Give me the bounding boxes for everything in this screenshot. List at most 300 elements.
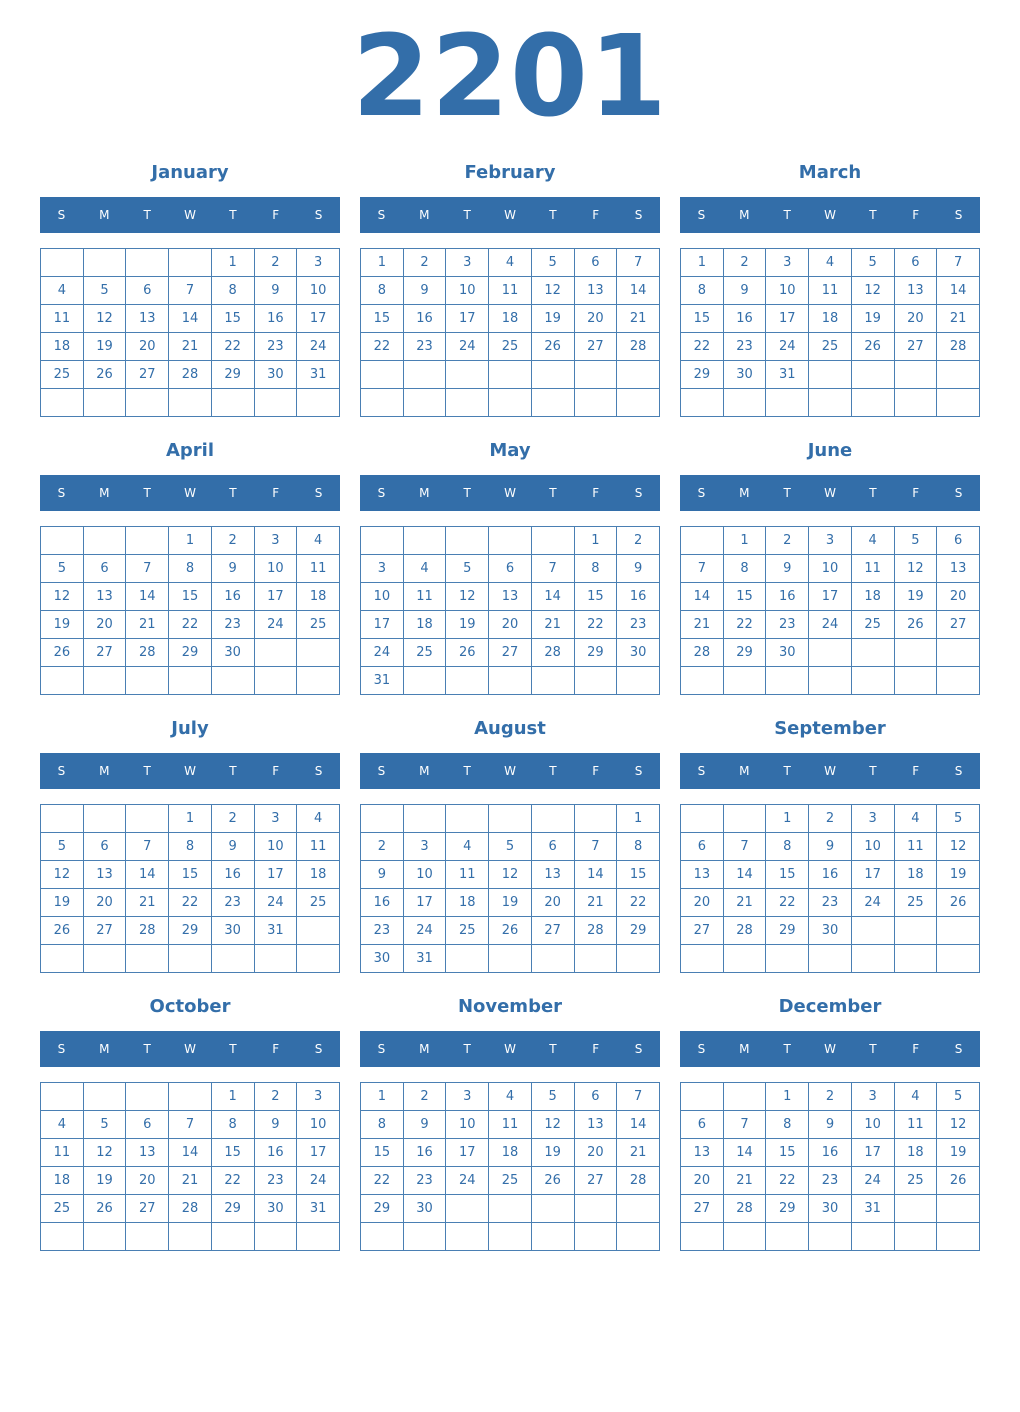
empty-cell bbox=[531, 1195, 574, 1223]
empty-cell bbox=[574, 1195, 617, 1223]
weekday-label: T bbox=[549, 1042, 557, 1056]
empty-cell bbox=[574, 805, 617, 833]
empty-cell bbox=[446, 667, 489, 695]
day-cell: 29 bbox=[169, 917, 212, 945]
day-cell: 23 bbox=[254, 1167, 297, 1195]
week-row bbox=[681, 389, 980, 417]
day-cell: 13 bbox=[574, 277, 617, 305]
week-row bbox=[681, 1195, 980, 1223]
empty-cell bbox=[403, 805, 446, 833]
week-row bbox=[361, 1167, 660, 1195]
day-cell: 26 bbox=[894, 611, 937, 639]
day-cell: 23 bbox=[809, 1167, 852, 1195]
weekday-header bbox=[680, 197, 980, 233]
empty-cell bbox=[297, 1223, 340, 1251]
month-name: June bbox=[807, 440, 853, 461]
empty-cell bbox=[361, 361, 404, 389]
day-cell: 28 bbox=[617, 333, 660, 361]
day-cell: 15 bbox=[361, 1139, 404, 1167]
day-cell: 9 bbox=[361, 861, 404, 889]
empty-cell bbox=[41, 1083, 84, 1111]
month-august bbox=[360, 712, 660, 982]
empty-cell bbox=[574, 361, 617, 389]
week-row bbox=[681, 333, 980, 361]
day-cell: 3 bbox=[446, 249, 489, 277]
empty-cell bbox=[83, 249, 126, 277]
day-cell: 21 bbox=[531, 611, 574, 639]
weekday-label: T bbox=[463, 1042, 471, 1056]
day-cell: 21 bbox=[617, 305, 660, 333]
empty-cell bbox=[489, 1195, 532, 1223]
day-cell: 30 bbox=[766, 639, 809, 667]
day-cell: 23 bbox=[211, 889, 254, 917]
day-cell: 19 bbox=[937, 1139, 980, 1167]
month-june bbox=[680, 434, 980, 704]
month-name: January bbox=[151, 162, 229, 183]
day-cell: 2 bbox=[254, 1083, 297, 1111]
day-cell: 17 bbox=[851, 861, 894, 889]
day-cell: 16 bbox=[723, 305, 766, 333]
day-cell: 6 bbox=[681, 833, 724, 861]
day-cell: 15 bbox=[211, 305, 254, 333]
day-cell: 26 bbox=[531, 1167, 574, 1195]
day-cell: 8 bbox=[361, 1111, 404, 1139]
day-cell: 4 bbox=[894, 805, 937, 833]
day-cell: 27 bbox=[531, 917, 574, 945]
day-cell: 28 bbox=[531, 639, 574, 667]
week-row bbox=[361, 1195, 660, 1223]
day-cell: 17 bbox=[851, 1139, 894, 1167]
empty-cell bbox=[723, 945, 766, 973]
weekday-label: T bbox=[463, 764, 471, 778]
weekday-label: W bbox=[504, 208, 516, 222]
day-cell: 25 bbox=[894, 1167, 937, 1195]
weekday-label: T bbox=[869, 208, 877, 222]
weekday-label: S bbox=[697, 1042, 706, 1056]
day-cell: 29 bbox=[617, 917, 660, 945]
empty-cell bbox=[851, 389, 894, 417]
month-april bbox=[40, 434, 340, 704]
day-cell: 26 bbox=[83, 361, 126, 389]
day-cell: 4 bbox=[297, 527, 340, 555]
day-cell: 15 bbox=[169, 861, 212, 889]
week-row bbox=[41, 333, 340, 361]
weekday-label: M bbox=[739, 486, 750, 500]
day-cell: 1 bbox=[574, 527, 617, 555]
month-name: October bbox=[149, 996, 231, 1017]
day-cell: 4 bbox=[489, 249, 532, 277]
empty-cell bbox=[254, 945, 297, 973]
week-row bbox=[361, 333, 660, 361]
weekday-label: W bbox=[824, 1042, 836, 1056]
day-cell: 24 bbox=[361, 639, 404, 667]
week-row bbox=[681, 555, 980, 583]
empty-cell bbox=[83, 945, 126, 973]
empty-cell bbox=[169, 667, 212, 695]
day-cell: 22 bbox=[766, 1167, 809, 1195]
day-cell: 4 bbox=[403, 555, 446, 583]
weekday-label: M bbox=[419, 486, 430, 500]
week-row bbox=[361, 1139, 660, 1167]
empty-cell bbox=[126, 249, 169, 277]
empty-cell bbox=[446, 361, 489, 389]
empty-cell bbox=[531, 805, 574, 833]
day-cell: 23 bbox=[361, 917, 404, 945]
month-name: August bbox=[474, 718, 546, 739]
day-grid bbox=[680, 804, 980, 973]
month-january bbox=[40, 156, 340, 426]
weekday-label: S bbox=[634, 1042, 643, 1056]
day-cell: 22 bbox=[211, 1167, 254, 1195]
week-row bbox=[361, 945, 660, 973]
day-cell: 10 bbox=[446, 277, 489, 305]
empty-cell bbox=[403, 667, 446, 695]
day-cell: 17 bbox=[361, 611, 404, 639]
day-cell: 29 bbox=[211, 361, 254, 389]
day-cell: 20 bbox=[574, 1139, 617, 1167]
empty-cell bbox=[361, 527, 404, 555]
week-row bbox=[361, 389, 660, 417]
week-row bbox=[681, 1083, 980, 1111]
day-cell: 24 bbox=[254, 611, 297, 639]
day-cell: 14 bbox=[617, 277, 660, 305]
day-cell: 11 bbox=[297, 833, 340, 861]
week-row bbox=[41, 389, 340, 417]
empty-cell bbox=[531, 389, 574, 417]
empty-cell bbox=[41, 805, 84, 833]
empty-cell bbox=[446, 389, 489, 417]
empty-cell bbox=[617, 945, 660, 973]
day-cell: 3 bbox=[403, 833, 446, 861]
weekday-label: T bbox=[143, 764, 151, 778]
empty-cell bbox=[617, 667, 660, 695]
day-cell: 31 bbox=[254, 917, 297, 945]
day-cell: 1 bbox=[766, 1083, 809, 1111]
empty-cell bbox=[894, 917, 937, 945]
month-name: February bbox=[464, 162, 556, 183]
empty-cell bbox=[126, 805, 169, 833]
empty-cell bbox=[851, 667, 894, 695]
weekday-label: T bbox=[783, 486, 791, 500]
weekday-label: T bbox=[229, 1042, 237, 1056]
week-row bbox=[681, 861, 980, 889]
day-cell: 23 bbox=[723, 333, 766, 361]
day-cell: 10 bbox=[851, 833, 894, 861]
day-cell: 13 bbox=[126, 1139, 169, 1167]
day-cell: 26 bbox=[851, 333, 894, 361]
weekday-label: T bbox=[869, 1042, 877, 1056]
week-row bbox=[361, 277, 660, 305]
weekday-label: T bbox=[783, 1042, 791, 1056]
week-row bbox=[681, 277, 980, 305]
weekday-label: S bbox=[954, 764, 963, 778]
day-cell: 7 bbox=[937, 249, 980, 277]
day-cell: 1 bbox=[617, 805, 660, 833]
day-cell: 16 bbox=[809, 861, 852, 889]
weekday-label: S bbox=[634, 764, 643, 778]
empty-cell bbox=[809, 389, 852, 417]
day-cell: 31 bbox=[851, 1195, 894, 1223]
day-cell: 31 bbox=[403, 945, 446, 973]
weekday-label: T bbox=[783, 764, 791, 778]
day-cell: 11 bbox=[446, 861, 489, 889]
day-cell: 9 bbox=[723, 277, 766, 305]
weekday-label: F bbox=[912, 764, 920, 778]
day-cell: 3 bbox=[297, 1083, 340, 1111]
day-cell: 17 bbox=[403, 889, 446, 917]
day-cell: 3 bbox=[297, 249, 340, 277]
day-grid bbox=[360, 248, 660, 417]
day-cell: 7 bbox=[723, 1111, 766, 1139]
day-cell: 2 bbox=[809, 1083, 852, 1111]
day-cell: 3 bbox=[361, 555, 404, 583]
day-cell: 21 bbox=[169, 333, 212, 361]
day-cell: 12 bbox=[851, 277, 894, 305]
empty-cell bbox=[126, 945, 169, 973]
day-cell: 17 bbox=[297, 305, 340, 333]
day-cell: 28 bbox=[937, 333, 980, 361]
month-july bbox=[40, 712, 340, 982]
day-cell: 18 bbox=[41, 333, 84, 361]
day-cell: 1 bbox=[211, 1083, 254, 1111]
day-cell: 23 bbox=[211, 611, 254, 639]
day-cell: 25 bbox=[41, 1195, 84, 1223]
empty-cell bbox=[531, 527, 574, 555]
empty-cell bbox=[809, 361, 852, 389]
weekday-label: M bbox=[739, 764, 750, 778]
day-cell: 2 bbox=[211, 805, 254, 833]
weekday-label: F bbox=[272, 208, 280, 222]
day-cell: 17 bbox=[446, 1139, 489, 1167]
day-cell: 8 bbox=[766, 833, 809, 861]
week-row bbox=[681, 1167, 980, 1195]
day-cell: 19 bbox=[937, 861, 980, 889]
day-cell: 17 bbox=[254, 861, 297, 889]
day-cell: 30 bbox=[254, 361, 297, 389]
weekday-label: M bbox=[419, 1042, 430, 1056]
day-cell: 15 bbox=[211, 1139, 254, 1167]
day-cell: 6 bbox=[83, 833, 126, 861]
day-cell: 29 bbox=[723, 639, 766, 667]
day-cell: 6 bbox=[126, 277, 169, 305]
year-title: 2201 bbox=[352, 12, 668, 142]
empty-cell bbox=[851, 361, 894, 389]
day-cell: 29 bbox=[766, 1195, 809, 1223]
day-cell: 23 bbox=[766, 611, 809, 639]
day-cell: 16 bbox=[403, 305, 446, 333]
weekday-label: T bbox=[463, 486, 471, 500]
day-cell: 8 bbox=[681, 277, 724, 305]
day-cell: 25 bbox=[894, 889, 937, 917]
day-cell: 24 bbox=[809, 611, 852, 639]
day-cell: 24 bbox=[446, 1167, 489, 1195]
week-row bbox=[361, 1223, 660, 1251]
day-cell: 3 bbox=[446, 1083, 489, 1111]
empty-cell bbox=[403, 527, 446, 555]
day-cell: 20 bbox=[489, 611, 532, 639]
weekday-label: S bbox=[697, 486, 706, 500]
weekday-label: S bbox=[634, 486, 643, 500]
day-cell: 25 bbox=[446, 917, 489, 945]
weekday-label: S bbox=[377, 1042, 386, 1056]
empty-cell bbox=[894, 945, 937, 973]
day-cell: 23 bbox=[809, 889, 852, 917]
day-cell: 24 bbox=[851, 1167, 894, 1195]
day-cell: 24 bbox=[851, 889, 894, 917]
day-cell: 11 bbox=[894, 833, 937, 861]
empty-cell bbox=[937, 917, 980, 945]
week-row bbox=[41, 611, 340, 639]
empty-cell bbox=[489, 945, 532, 973]
day-cell: 20 bbox=[83, 889, 126, 917]
weekday-label: S bbox=[314, 486, 323, 500]
empty-cell bbox=[851, 639, 894, 667]
day-cell: 13 bbox=[126, 305, 169, 333]
day-cell: 16 bbox=[254, 1139, 297, 1167]
day-cell: 31 bbox=[297, 1195, 340, 1223]
day-cell: 8 bbox=[766, 1111, 809, 1139]
weekday-label: S bbox=[634, 208, 643, 222]
day-cell: 18 bbox=[809, 305, 852, 333]
empty-cell bbox=[851, 917, 894, 945]
day-cell: 8 bbox=[723, 555, 766, 583]
empty-cell bbox=[169, 1083, 212, 1111]
weekday-header bbox=[360, 475, 660, 511]
day-cell: 11 bbox=[41, 305, 84, 333]
weekday-label: W bbox=[184, 208, 196, 222]
empty-cell bbox=[169, 945, 212, 973]
day-cell: 6 bbox=[83, 555, 126, 583]
empty-cell bbox=[681, 805, 724, 833]
empty-cell bbox=[211, 667, 254, 695]
day-cell: 6 bbox=[681, 1111, 724, 1139]
week-row bbox=[681, 249, 980, 277]
empty-cell bbox=[297, 917, 340, 945]
day-cell: 29 bbox=[574, 639, 617, 667]
day-cell: 9 bbox=[254, 277, 297, 305]
weekday-label: S bbox=[57, 486, 66, 500]
day-cell: 27 bbox=[126, 361, 169, 389]
day-cell: 13 bbox=[531, 861, 574, 889]
month-december bbox=[680, 990, 980, 1260]
month-may bbox=[360, 434, 660, 704]
empty-cell bbox=[574, 1223, 617, 1251]
day-cell: 28 bbox=[574, 917, 617, 945]
day-cell: 15 bbox=[766, 1139, 809, 1167]
empty-cell bbox=[723, 389, 766, 417]
weekday-label: S bbox=[57, 208, 66, 222]
empty-cell bbox=[83, 1223, 126, 1251]
weekday-label: W bbox=[824, 208, 836, 222]
day-cell: 26 bbox=[937, 1167, 980, 1195]
day-cell: 11 bbox=[489, 1111, 532, 1139]
weekday-label: T bbox=[549, 208, 557, 222]
day-cell: 8 bbox=[361, 277, 404, 305]
week-row bbox=[41, 833, 340, 861]
day-cell: 22 bbox=[766, 889, 809, 917]
empty-cell bbox=[809, 1223, 852, 1251]
day-cell: 15 bbox=[169, 583, 212, 611]
day-cell: 25 bbox=[809, 333, 852, 361]
empty-cell bbox=[531, 361, 574, 389]
empty-cell bbox=[681, 1083, 724, 1111]
day-cell: 13 bbox=[83, 583, 126, 611]
empty-cell bbox=[403, 361, 446, 389]
day-cell: 12 bbox=[531, 1111, 574, 1139]
empty-cell bbox=[766, 667, 809, 695]
day-cell: 22 bbox=[723, 611, 766, 639]
weekday-label: W bbox=[504, 486, 516, 500]
week-row bbox=[41, 249, 340, 277]
empty-cell bbox=[574, 945, 617, 973]
week-row bbox=[41, 917, 340, 945]
empty-cell bbox=[41, 1223, 84, 1251]
week-row bbox=[41, 805, 340, 833]
day-cell: 1 bbox=[766, 805, 809, 833]
day-cell: 15 bbox=[617, 861, 660, 889]
week-row bbox=[681, 945, 980, 973]
empty-cell bbox=[403, 1223, 446, 1251]
day-cell: 10 bbox=[297, 1111, 340, 1139]
day-cell: 17 bbox=[297, 1139, 340, 1167]
day-cell: 4 bbox=[41, 277, 84, 305]
day-cell: 7 bbox=[126, 555, 169, 583]
day-cell: 6 bbox=[531, 833, 574, 861]
day-cell: 19 bbox=[41, 611, 84, 639]
day-cell: 2 bbox=[809, 805, 852, 833]
day-cell: 6 bbox=[574, 249, 617, 277]
day-grid bbox=[360, 526, 660, 695]
weekday-header bbox=[360, 1031, 660, 1067]
empty-cell bbox=[211, 1223, 254, 1251]
empty-cell bbox=[297, 945, 340, 973]
empty-cell bbox=[894, 361, 937, 389]
day-cell: 12 bbox=[937, 1111, 980, 1139]
day-cell: 11 bbox=[851, 555, 894, 583]
empty-cell bbox=[531, 1223, 574, 1251]
empty-cell bbox=[809, 945, 852, 973]
week-row bbox=[361, 583, 660, 611]
day-grid bbox=[40, 248, 340, 417]
weekday-label: W bbox=[184, 1042, 196, 1056]
empty-cell bbox=[489, 667, 532, 695]
week-row bbox=[361, 861, 660, 889]
weekday-label: T bbox=[229, 764, 237, 778]
day-cell: 26 bbox=[937, 889, 980, 917]
week-row bbox=[41, 527, 340, 555]
weekday-label: S bbox=[314, 208, 323, 222]
day-grid bbox=[40, 526, 340, 695]
week-row bbox=[361, 917, 660, 945]
day-cell: 14 bbox=[126, 861, 169, 889]
week-row bbox=[681, 1223, 980, 1251]
day-cell: 27 bbox=[574, 333, 617, 361]
day-cell: 7 bbox=[126, 833, 169, 861]
empty-cell bbox=[723, 1223, 766, 1251]
day-cell: 4 bbox=[41, 1111, 84, 1139]
empty-cell bbox=[894, 1223, 937, 1251]
empty-cell bbox=[169, 249, 212, 277]
day-cell: 22 bbox=[361, 1167, 404, 1195]
day-cell: 18 bbox=[403, 611, 446, 639]
week-row bbox=[681, 1111, 980, 1139]
day-cell: 30 bbox=[617, 639, 660, 667]
weekday-header bbox=[680, 475, 980, 511]
day-cell: 22 bbox=[169, 889, 212, 917]
empty-cell bbox=[254, 1223, 297, 1251]
day-cell: 11 bbox=[489, 277, 532, 305]
weekday-label: S bbox=[697, 764, 706, 778]
